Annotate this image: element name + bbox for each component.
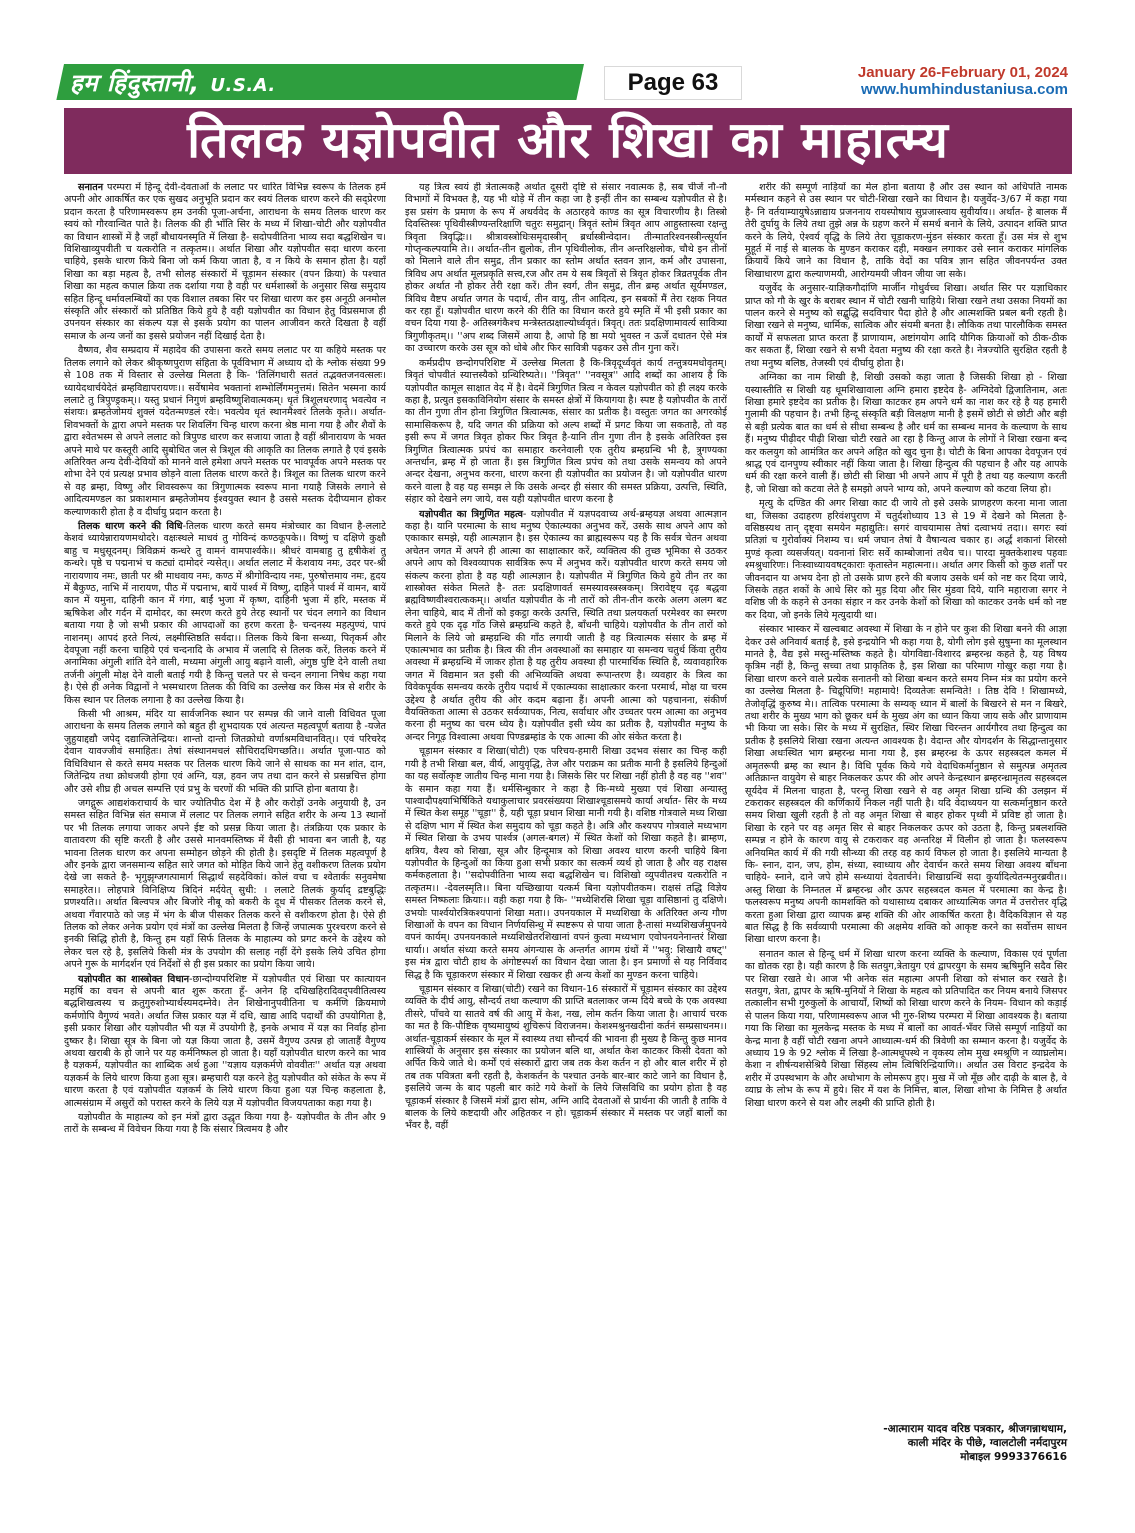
dateline: [858, 64, 1068, 98]
brand-logo: [70, 66, 276, 99]
paragraph: तिलक धारण करने की विधि-तिलक धारण करते समय मंत्रोच्चार का विधान है-ललाटे केशवं ध्यायेन्नारायणमथोदरे। वक्षःस्थले माधवं तु गोविन्दं कण्ठकूपके।। विष्णुं च दक्षिणे कुक्षौ बाहु च मधुसूदनम्। त्रिविक्रमं कन्धरे तु वामनं वामपार्श्वके।। श्रीधरं वामबाहु तु हृषीकेशं तु कन्धरे। पृष्ठे च पद्मनाभं च कट्यां दामोदरं न्यसेत्।। अर्थात ललाट में केशवाय नमः, उदर पर-श्री नारायणाय नमः, छाती पर श्री माधवाय नमः, कण्ठ में श्रीगोविन्दाय नमः, पुरुषोत्तमाय नमः, हृदय में बैकुण्ठ, नाभि में नारायण, पीठ में पद्मनाभ, बायें पार्श्व में विष्णु, दाहिने पार्श्व में वामन, बायें कान में यमुना, दाहिनी कान में गंगा, बाईं भुजा में कृष्ण, दाहिनी भुजा में हरि, मस्तक में ऋषिकेश और गर्दन में दामोदर, का स्मरण करते हुये तेरह स्थानों पर चंदन लगाने का विधान बताया गया है जो सभी प्रकार की आपदाओं का हरण करता है- चन्दनस्य महत्पुण्यं, पापं नाशनम्। आपदं हरते नित्यं, लक्ष्मीस्तिष्ठति सर्वदा।। तिलक किये बिना सन्ध्या, पितृकर्म और देवपूजा नहीं करना चाहिये एवं चन्दनादि के अभाव में जलादि से तिलक करें, तिलक करने में अनामिका अंगुली शांति देने वाली, मध्यमा अंगुली आयु बढ़ाने वाली, अंगुष्ठ पुष्टि देने वाली तथा तर्जनी अंगुली मोक्ष देने वाली बताई गयी है किन्तु चलते पर से चन्दन लगाना निषेध कहा गया है। ऐसे ही अनेक विद्वानों ने भस्मधारण तिलक की विधि का उल्लेख कर किस मंत्र से शरीर के किस स्थान पर तिलक लगाना है का उल्लेख किया है।: [64, 520, 386, 706]
paragraph: सनातन काल से हिन्दू धर्म में शिखा धारण करना व्यक्ति के कल्याण, विकास एवं पूर्णता का द्योतक रहा है। यही कारण है कि सतयुग,त्रेतायुग एवं द्वापरयुग के समय ऋषिमुनि सदैव सिर पर शिखा रखते थे। आज भी अनेक संत महात्मा अपनी शिखा को संभाल कर रखते है। सतयुग, त्रेता, द्वापर के ऋषि-मुनियों ने शिखा के महत्व को प्रतिपादित कर नियम बनाये जिसपर तत्कालीन सभी गुरुकुलों के आचार्यों, शिष्यों को शिखा धारण करने के नियम- विधान को कड़ाई से पालन किया गया, परिणामस्वरूप आज भी गुरु-शिष्य परम्परा में शिखा आवश्यक है। बताया गया कि शिखा का मूलकेन्द्र मस्तक के मध्य में बालों का आवर्त-भँवर जिसे सम्पूर्ण नाड़ियों का केन्द्र माना है वहीं चोटी रखना अपने आध्यात्म-धर्म की त्रिवेणी का सम्मान करना है। यजुर्वेद के अध्याय 19 के 92 श्लोक में लिखा है-आत्मधूपस्थे न वृकस्य लोम मुख श्मश्रूणि न व्याघ्रलोम। केशा न शीर्षन्यशसेश्रियै शिखा सिंहस्य लोम त्विषिरिन्द्रियाणि।। अर्थात उस विराट इन्द्रदेव के शरीर में उपस्थभाग के और अधोभाग के लोमरूप हुए। मुख में जो मूँछ और दाढ़ी के बाल है, वे व्याघ्र के लोभ के रूप में हुये। सिर में यश के निमित्त, बाल, शिखा शोभा के निमित्त है अर्थात शिखा धारण करने से यश और लक्ष्मी की प्राप्ति होती है।: [745, 948, 1067, 1109]
article-column-3: [745, 182, 1067, 1418]
subheading: यज्ञोपवीत का शास्त्रोक्त विधान: [78, 973, 190, 985]
paragraph: यजुर्वेद के अनुसार-याज्ञिकगौदांणि मार्जीन गोधुर्वच्च शिखा। अर्थात सिर पर यज्ञाधिकार प्राप्त को गौ के खुर के बराबर स्थान में चोटी रखनी चाहिये। शिखा रखने तथा उसका नियमों का पालन करने से मनुष्य को सद्बुद्धि सदविचार पैदा होते है और आत्मशक्ति प्रबल बनी रहती है। शिखा रखने से मनुष्य, धार्मिक, सात्विक और संयमी बनता है। लौकिक तथा पारलौकिक समस्त कार्यों में सफलता प्राप्त करता हैं प्राणायाम, अष्टांगयोग आदि यौगिक क्रियाओं को ठीक-ठीक कर सकता हैं, शिखा रखने से सभी देवता मनुष्य की रक्षा करते है। नेत्रज्योति सुरक्षित रहती है तथा मनुष्य बलिष्ठ, तेजस्वी एवं दीर्घायु होता है।: [745, 283, 1067, 369]
subheading: यज्ञोपवीत का त्रिगुणित महत्व: [419, 508, 523, 520]
article-title: तिलक यज्ञोपवीत और शिखा का माहात्म्य: [187, 111, 949, 169]
paragraph: सनातन परम्परा में हिन्दू देवी-देवताओं के ललाट पर धारित विभिन्न स्वरूप के तिलक हमें अपनी ओर आकर्षित कर एक सुखद अनुभूति प्रदान कर स्वयं तिलक धारण करने की सद्प्रेरणा प्रदान करता है परिणामस्वरूप हम उनकी पूजा-अर्चना, आराधना के समय तिलक धारण कर स्वयं को गौरवान्वित पाते है। तिलक की ही भाँति सिर के मध्य में शिखा-चोटी और यज्ञोपवीत का विधान शास्त्रों में है जहाँ बौधायनस्मृति में लिखा है- सदोपवीतिना भाव्य सदा बद्धशिखेन च। विशिखाव्युपवीती च यत्करोति न तत्कृतम।। अर्थात शिखा और यज्ञोपवीत सदा धारण करना चाहिये, इसके धारण किये बिना जो कर्म किया जाता है, व न किये के समान होता है। यहाँ शिखा का बड़ा महत्व है, तभी सोलह संस्कारों में चूड़ामन संस्कार (वपन क्रिया) के पश्चात शिखा का महत्व कपाल क्रिया तक दर्शाया गया है वही पर धर्मशास्त्रों के अनुसार सिख समुदाय सहित हिन्दू धर्मावलम्बियों का एक विशाल तबका सिर पर शिखा धारण कर इस अनूठी अनमोल संस्कृति और संस्कारों को प्रतिष्ठित किये हुये है वही यज्ञोपवीत का विधान हेतु विप्रसमाज ही उपनयन संस्कार का संकल्प यज्ञ से इसके प्रयोग का पालन आजीवन करते दिखता है वहीं समाज के अन्य जनों का इससे प्रयोजन नहीं दिखाई देता है।: [64, 182, 386, 342]
brand-suffix: U.S.A.: [210, 75, 276, 96]
paragraph: संस्कार भास्कर में खल्वबाट अवस्था में शिखा के न होने पर कुश की शिखा बनने की आज्ञा देकर उसे अनिवार्य बताई है, इसे इन्द्रयोनि भी कहा गया है, योगी लोग इसे सुषुम्ना का मूलस्थान मानते है, वैद्य इसे मस्तु-मस्तिष्क कहते है। योगविद्या-विशारद ब्रम्हरन्ध्र कहते है, यह विषय कृत्रिम नहीं है, किन्तु सच्चा तथा प्राकृतिक है, इस शिखा का परिमाण गोखुर कहा गया है। शिखा धारण करने वाले प्रत्येक सनातनी को शिखा बन्धन करते समय निम्न मंत्र का प्रयोग करने का उल्लेख मिलता है- चिद्रूपिणि! महामाये! दिव्यतेजः समन्विते! । तिष्ठ देवि ! शिखामध्ये, तेजोवृद्धिं कुरुष्व मे।। तात्विक परमात्मा के सम्यक् ध्यान में बालों के बिखरने से मन न बिखरे, तथा शरीर के मुख्य भाग को छूकर धर्म के मुख्य अंग का ध्यान किया जाय सके और प्राणायाम भी किया जा सके। सिर के मध्य में सुरक्षित, स्थिर शिखा चिरन्तन आर्यगौरव तथा हिन्दुत्व का प्रतीक है इसलिये शिखा रखना अत्यन्त आवश्यक है। वेदान्त और योगदर्शन के सिद्धान्तानुसार शिखा अधःस्थित भाग ब्रम्हरन्ध्र माना गया है, इस ब्रम्हरन्ध्र के ऊपर सहस्त्रदल कमल में अमृतरूपी ब्रम्ह का स्थान है। विधि पूर्वक किये गये वेदाधिकर्मानुष्ठान से समुत्पन्न अमृतत्व अतिक्रान्त वायुवेग से बाहर निकलकर ऊपर की ओर अपने केन्द्रस्थान ब्रम्हरन्ध्रामृतत्व सहस्त्रदल सूर्यदेव में मिलना चाहता है, परन्तु शिखा रखने से वह अमृत शिखा ग्रन्थि की उलझन में टकराकर सहस्त्रदल की कर्णिकायें निकल नहीं पाती है। यदि वेदाध्ययन या सत्कर्मानुष्ठान करते समय शिखा खुली रहती है तो वह अमृत शिखा से बाहर होकर पृथ्वी में प्रविष्ट हो जाता है। शिखा के रहने पर वह अमृत सिर से बाहर निकलकर ऊपर को उठता है, किन्तु प्रबलशक्ति सम्पन्न न होने के कारण वायु से टकराकर वह अन्तरिक्ष में विलीन हो जाता है। फलस्वरूप अनियमित कार्य में की गयी सौन्ध्या की तरह वह कार्य विफल हो जाता है। इसलिये मान्यता है कि- स्नान, दान, जप, होम, संध्या, स्वाध्याय और देवार्चन करते समय शिखा अवश्य बाँधना चाहिये- स्नाने, दाने जपे होमे सन्ध्यायां देवतार्चने। शिखाग्रन्थिं सदा कुर्यादित्येतन्मनुरब्रवीत।। अस्तु शिखा के निम्नतल में ब्रम्हरन्ध्र और ऊपर सहस्त्रदल कमल में परमात्मा का केन्द्र है। फलस्वरूप मनुष्य अपनी कामशक्ति को यथासाध्य दबाकर आध्यात्मिक जगत में उत्तरोत्तर वृद्धि करता हुआ शिखा द्वारा व्यापक ब्रम्ह शक्ति की ओर आकर्षित करता है। वैदिकविज्ञान से यह बात सिद्ध है कि सर्वव्यापी परमात्मा की अक्षमेय शक्ति को आकृष्ट करने का सर्वोत्तम साधन शिखा धारण करना है।: [745, 624, 1067, 946]
paragraph: किसी भी आश्रम, मंदिर या सार्वजनिक स्थान पर सम्पन्न की जाने वाली विधिवत पूजा आराधना के समय तिलक लगाने को बहुत ही शुभदायक एवं अत्यन्त महत्वपूर्ण बताया है -यजेत जुहुयाद्दद्यौ जपेद् दद्यात्जितेन्द्रियः। शान्तो दान्तो जितक्रोधो वर्णाश्रमविधानवित्।। एवं परिचरेद देवान यावज्जीवं समाहितः। तेषां संस्थानमचलं सौचिरादधिगच्छति।। अर्थात पूजा-पाठ को विधिविधान से करते समय मस्तक पर तिलक धारण किये जाने से साधक का मन शांत, दान, जितेन्द्रिय तथा क्रोधजयी होगा एवं अग्नि, यज्ञ, हवन जप तथा दान करने से प्रसन्नचित्त होगा और उसे शीघ्र ही अचल सम्पत्ति एवं प्रभु के चरणों की भक्ति की प्राप्ति होना बताया है।: [64, 709, 386, 795]
address-line: काली मंदिर के पीछे, ग्वालटोली नर्मदापुरम: [907, 1437, 1067, 1449]
author-signature: [745, 1422, 1067, 1464]
paragraph: कर्मप्रदीप छन्दोगपरिशिष्ट में उल्लेख मिलता है कि-त्रिवृदूर्ध्ववृतं कार्य तन्तुत्रयमधोवृतम्। त्रिवृतं चोपवीतं स्यात्तस्यैको ग्रन्थिरिष्यते।। ''त्रिवृत'' ''नवसूत्र'' आदि शब्दों का आशय है कि यज्ञोपवीत कामूल साक्षात वेद में है। वेदमें त्रिगुणित त्रित्व न केवल यज्ञोपवीत को ही लक्ष्य करके कहा है, प्रत्युत इसकाविनियोग संसार के समस्त क्षेत्रों में कियागया है। स्पष्ट है यज्ञोपवीत के तारों का तीन गुणा तीन होना त्रिगुणित त्रित्वात्मक, संसार का प्रतीक है। वस्तुतः जगत का अगरकोई सामासिकरूप है, यदि जगत की प्रक्रिया को अल्प शब्दों में प्रगट किया जा सकताहै, तो वह इसी रूप में जगत त्रिवृत होकर फिर त्रिवृत है-यानि तीन गुणा तीन है इसके अतिरिक्त इस त्रिगुणित त्रित्वात्मक प्रपंचं का समाहार करनेवाली एक तुरीय ब्रम्हग्रन्थि भी है, त्रुगण्यका अन्तर्धान, ब्रम्ह में हो जाता हैं। इस त्रिगुणित त्रित्व प्रपंच को तथा उसके समन्वय को अपने अन्दर देखना, अनुभव करना, धारण करना ही यज्ञोपवीत का प्रयोजन है। जो यज्ञोपवीत धारण करने वाला है वह यह समझ ले कि उसके अन्दर ही संसार की समस्त प्रक्रिया, उत्पत्ति, स्थिति, संहार को देखने लग जाये, वस यही यज्ञोपवीत धारण करना है: [405, 357, 727, 506]
paragraph: यज्ञोपवीत का शास्त्रोक्त विधान-छान्दोग्यपरिशिष्ट में यज्ञोपवीत एवं शिखा पर कात्यायन महर्षि का वचन से अपनी बात शुरू करता हूँ- अनेन हि दधिखहिरादिवद्पवीतित्वस्य बद्धशिखत्वस्य च क्रतुगुरुशोभ्यार्थस्यमदम्नेवे। तेन शिखेनानुपवीतिना च कर्मणि क्रियमाणे कर्मणोपि वैगुण्यं भवते। अर्थात जिस प्रकार यज्ञ में दधि, खाद्य आदि पदार्थों की उपयोगिता है, इसी प्रकार शिखा और यज्ञोपवीत भी यज्ञ में उपयोगी है, इनके अभाव में यज्ञ का निर्वाह होना दुष्कर है। शिखा सूत्र के बिना जो यज्ञ किया जाता है, उसमें वैगुण्य उत्पन्न हो जाताहैं वैगुण्य अथवा खराबी के हो जाने पर यह कर्मनिष्फल हो जाता है। यहाँ यज्ञोपवीत धारण करने का भाव है यज्ञकर्म, यज्ञोपवीत का शाब्दिक अर्थ हुआ ''यज्ञाय यज्ञकर्मणे वोववीतः'' अर्थात यज्ञ अथवा यज्ञकर्म के लिये धारण किया हुआ सूत्र। ब्रम्हचारी यज्ञ करने हेतु यज्ञोपवीत को संकेत के रूप में धारण करता है एवं यज्ञोपवीत यज्ञकर्म के लिये धारण किया हुआ यज्ञ चिन्ह कहलाता है, आत्मसंग्राम में असुरों को परास्त करने के लिये यज्ञ में यज्ञोपवीत विजयपताका कहा गया है।: [64, 973, 386, 1109]
paragraph: जगद्गुरू आद्यशंकराचार्य के चार ज्योतिपीठ देश में है और करोड़ों उनके अनुयायी है, उन समस्त सहित विभिन्न संत समाज में ललाट पर तिलक लगाने सहित शरीर के अन्य 13 स्थानों पर भी तिलक लगाया जाकर अपने ईष्ट को प्रसन्न किया जाता है। तंत्रक्रिया एक प्रकार के वातावरण की सृष्टि करती है और उससे मानवमस्तिष्क में वैसी ही भावना बन जाती है, यह भावना तिलक धारण कर अपना सम्मोहन छोड़ने की होती है। इसदृष्टि में तिलक महत्वपूर्ण है और इनके द्वारा जनसमान्य सहित सारे जगत को मोहित किये जाने हेतु वशीकरण तिलक प्रयोग देखे जा सकते है- भृगुझृग्जगत्पामार्ग सिद्धार्थं सहदेविकां। कोलं वचा च श्वेतार्कः सनुवमेषा समाहरेत।। लोहपात्रे विनिक्षिप्य त्रिदिनं मर्दयेत् सुधी: । ललाटे तिलकं कुर्याद् द्रष्टबुद्धिः प्रणश्यति।। अर्थात बिल्वपत्र और बिजोरे नीबू को बकरी के दूध में पीसकर तिलक करने से, अथवा गँवारपाठे को जड़ में भंग के बीज पीसकर तिलक करने से वशीकरण होता है। ऐसे ही तिलक को लेकर अनेक प्रयोग एवं मंत्रों का उल्लेख मिलता है जिन्हें जपात्मक पुरश्चरण करने से इनकी सिद्धि होती है, किन्तु हम यहाँ सिर्फ तिलक के माहात्म्य को प्रगट करने के उद्देश्य को लेकर चल रहे है, इसलिये किसी मंत्र के उपयोग की सलाह नहीं देंगे इसके लिये उचित होगा अपने गुरू के मार्गदर्शन एवं निर्देशों से ही इस प्रकार का प्रयोग किया जाये।: [64, 797, 386, 971]
paragraph: वैष्णव, शैव सम्प्रदाय में महादेव की उपासना करते समय ललाट पर या कहिये मस्तक पर तिलक लगाने को लेकर श्रीकृष्णपुराण संहिता के पूर्वविभाग में अध्याय दो के श्लोक संख्या 99 से 108 तक में विस्तार से उल्लेख मिलता है कि- 'तिलिंगधारी सततं तद्भक्तजनवत्सलः। ध्यायेदथार्चयेदेतं ब्रम्हविद्यापरायणः।। सर्वेषामेव भक्तानां शम्भोर्लिंगमनुत्तमं। सितेन भस्मना कार्य ललाटे तु त्रिपुण्ड्रकम्।। यस्तु प्रधानं निगुणं ब्रम्हविष्णुशिवात्मकम्। धृतं त्रिशूलधरणाद् भवत्येव न संशयः। ब्रम्हतेजोमयं शुक्लं यदेतन्मण्डलं रवेः। भवत्येव धृतं स्थानमैश्वरं तिलके कृते।। अर्थात- शिवभक्तों के द्वारा अपने मस्तक पर शिवलिंग चिन्ह धारण करना श्रेष्ठ माना गया है और शैवों के द्वारा श्वेतभस्म से अपने ललाट को त्रिपुण्ड धारण कर सजाया जाता है वहीं श्रीनारायण के भक्त अपने माथे पर कस्तूरी आदि सुबोधित जल से त्रिशूल की आकृति का तिलक लगाते है एवं इसके अतिरिक्त अन्य देवी-देवियों को मानने वाले हमेशा अपने मस्तक पर भावपूर्वक अपने मस्तक पर शोभा देने एवं प्रत्यक्ष प्रभाव छोड़ने वाला तिलक धारण करते है। त्रिशूल का तिलक धारण करने से वह ब्रम्हा, विष्णु और शिवस्वरूप का त्रिगुणात्मक स्वरूप माना गयाहै जिसके लगाने से आदित्यमण्डल का प्रकाशमान ब्रम्हतेजोमय ईश्वयुक्त स्थान है उससे मस्तक देदीप्यमान होकर कल्याणकारी होता है व दीर्घायु प्रदान करता है।: [64, 345, 386, 518]
masthead: [64, 64, 1072, 104]
paragraph: मृत्यु के दण्डित की अगर शिखा काट दी जाये तो इसे उसके प्राणहरण करना माना जाता था, जिसका उदाहरण हरिवंशपुराण में चतुर्दशोध्याय 13 से 19 में देखने को मिलता है-वसिष्ठस्यथ तान् दृष्ट्वा समयेन महाद्युतिः। सगरं वाचयामास तेषां दत्वाभयं तदा।। सगरः स्वां प्रतिज्ञां च गुरोर्वाक्यं निशम्य च। धर्म जघान तेषां वै वैषान्यत्व चकार ह। अर्द्धं शकानां शिरसो मुण्डं कृत्वा व्यसर्जयत्। यवनानां शिरः सर्वे काम्बोजानां तथैव च।। पारदा मुक्तकेशाश्च पहवाः श्मश्रुधारिणः। निःस्वाध्यायवषट्काराः कृतास्तेन महात्मना।। अर्थात अगर किसी को कुछ शर्तों पर जीवनदान या अभय देना हो तो उसके प्राण हरने की बजाय उसके धर्म को नष्ट कर दिया जाये, जिसके तहत शकों के आधे सिर को मुड़ दिया और सिर मुंडवा दिये, यानि महाराजा सगर ने वशिष्ठ जी के कहने से उनका संहार न कर उनके केशों को शिखा को काटकर उनके धर्म को नष्ट कर दिया, जो इनके लिये मृत्युदायी था।: [745, 498, 1067, 621]
paragraph: चूड़ामन संस्कार व शिखा(चोटी) एक परिचय-हमारी शिखा उदभव संसार का चिन्ह कही गयी है तभी शिखा बल, वीर्य, आयुवृद्धि, तेज और पराक्रम का प्रतीक मानी है इसलिये हिन्दुओं का यह सर्वोत्कृष्ट जातीय चिन्ह माना गया है। जिसके सिर पर शिखा नहीं होती है वह वह ''शव'' के समान कहा गया हैं। धर्मसिन्धुकार ने कहा है कि-मध्ये मुख्या एवं शिखा अन्यास्तु पाश्वादौपक्ष्याभिर्षिकिते यथाकुलाचार प्रवरसंख्यया शिखाश्चूडासमये कार्या अर्थात- सिर के मध्य में स्थित केश समूह ''चूड़ा'' है, यही चूड़ा प्रधान शिखा मानी गयी है। वशिष्ठ गोत्रवाले मध्य शिखा से दक्षिण भाग में स्थित केश समुदाय को चूड़ा कहते है। अत्रि और कश्यपप गोत्रवाले मध्यभाग में स्थित शिखा के उभय पार्श्वत्र (अगल-बगल) में स्थित केशों को शिखा कहते है। ब्राम्हण, क्षत्रिय, वैश्य को शिखा, सूत्र और हिन्दूमात्र को शिखा अवश्य धारण करनी चाहिये बिना यज्ञोपवीत के हिन्दुओं का किया हुआ सभी प्रकार का सत्कर्म व्यर्थ हो जाता है और वह राक्षस कर्मकहलाता है। ''सदोपवीतिना भाव्य सदा बद्धशिखेन च। विशिखो व्युपवीतश्च यत्करोति न तत्कृतम।। -देवलस्मृति।। बिना यच्छिखाया यत्कर्म बिना यज्ञोपवीतकम। राक्षसं तद्धि विज्ञेय समस्त निष्फलाः क्रियाः।। वही कहा गया है कि- ''मध्येशिरसि शिखा चूड़ा वासिष्ठानां तु दक्षिणे। उभयोः पार्श्वयोरत्रिकश्यपानां शिखा मता।। उपनयकाल में मध्यशिखा के अतिरिक्त अन्य गौण शिखाओं के वपन का विधान निर्णयसिन्धु में स्पष्टरूप से पाया जाता है-तासां मध्यशिखर्जमुपनये वपनं कार्यम्। उपनयनकाले मध्यशिखेतरशिखानां वपनं कुत्वा मध्यभाग एवोपनयनेनान्तरं शिखा धार्या।। अर्थात संध्या करते समय अंगन्यास के अन्तर्गत आगम ग्रंथों में ''भवु: शिखायै वषट्'' इस मंत्र द्वारा चोटी हाथ के अंगोष्टस्पर्श का विधान देखा जाता है। इन प्रमाणों से यह निर्विवाद सिद्ध है कि चूड़ाकरण संस्कार में शिखा रखकर ही अन्य केशों का मुण्डन करना चाहिये।: [405, 746, 727, 981]
brand-name: हम हिंदुस्तानी,: [70, 69, 200, 97]
paragraph: यज्ञोपवीत के माहात्म्य को इन मंत्रों द्वारा उद्धृत किया गया है- यज्ञोपवीत के तीन और 9 तारों के सम्बन्ध में विवेचन किया गया है कि संसार त्रित्वमय है और: [64, 1112, 386, 1136]
title-band: [64, 108, 1072, 174]
subheading: तिलक धारण करने की विधि: [78, 520, 183, 532]
paragraph: अग्निका का नाम शिखी है, शिखी उसको कहा जाता है जिसकी शिखा हो - शिखा यस्यास्तीति स शिखी यह धूमशिखावाला अग्नि हमारा इष्टदेव है- अग्निदेवो द्विजातिनाम, अतः शिखा हमारे इष्टदेव का प्रतीक है। शिखा काटकर हम अपने धर्म का नाश कर रहे है यह हमारी गुलामी की पहचान है। तभी हिन्दू संस्कृति बड़ी विलक्षण मानी है इसमें छोटी से छोटी और बड़ी से बड़ी प्रत्येक बात का धर्म से सीधा सम्बन्ध है और धर्म का सम्बन्ध मानव के कल्याण के साथ हैं। मनुष्य पीढ़ीदर पीढ़ी शिखा चोटी रखते आ रहा है किन्तु आज के लोगों ने शिखा रखना बन्द कर कलयुग को आमंत्रित कर अपने अहित को खुद चुना है। चोटी के बिना आपका देवपूजन एवं श्राद्ध एवं दानपुण्य स्वीकार नहीं किया जाता है। शिखा हिन्दुत्व की पहचान है और यह आपके धर्म की रक्षा करने वाली हैं। छोटी सी शिखा भी अपने आप में पूरी है तथा यह कल्याण करती है, जो शिखा को कटवा लेते है समझो अपने भाग्य को, अपने कल्याण को कटवा लिया हो।: [745, 372, 1067, 495]
paragraph: यज्ञोपवीत का त्रिगुणित महत्व- यज्ञोपवीत में यज्ञपदवाच्य अर्थ-ब्रम्हयज्ञ अथवा आत्मज्ञान कहा है। यानि परमात्मा के साथ मनुष्य ऐकात्म्यका अनुभव करें, उसके साथ अपने आप को एकाकार समझे, यही आत्मज्ञान है। इस ऐकात्म्य का ब्राह्मस्वरूप यह है कि सर्वत्र चेतन अथवा अचेतन जगत में अपने ही आत्मा का साक्षात्कार करें, व्यक्तित्व की तुच्छ भूमिका से उठकर अपने आप को विश्वव्यापक सार्वत्रिक रूप में अनुभव करें। यज्ञोपवीत धारण करते समय जो संकल्प करना होता है वह यही आत्मज्ञान है। यज्ञोपवीत में त्रिगुणित किये हुये तीन तर का शास्त्रोक्त संकेत मिलते है- ततः प्रदक्षिणावर्त समस्यावस्त्रस्त्रकम्। त्रिरावेष्ट्य दृढ़ बद्धवा ब्रह्मविष्णवीश्वरात्ककम्।। अर्थात यज्ञोपवीत के नौ तारों को तीन-तीन करके अलग अलग बट लेना चाहिये, बाद में तीनों को इकट्ठा करके उत्पत्ति, स्थिति तथा प्रलयकर्ता परमेश्वर का स्मरण करते हुये एक दृढ़ गाँठ जिसे ब्रम्हग्रन्थि कहते है, बाँधनी चाहिये। यज्ञोपवीत के तीन तारों को मिलाने के लिये जो ब्रम्हग्रन्थि की गाँठ लगायी जाती है वह त्रित्वात्मक संसार के ब्रम्ह में एकात्मभाव का प्रतीक है। त्रित्व की तीन अवस्थाओं का समाहार या समन्वय चतुर्थ किंवा तुरीय अवस्था में ब्रम्हग्रन्थि में जाकर होता है यह तुरीय अवस्था ही पारमार्थिक स्थिति है, व्यवावहारिक जगत में विद्यमान त्रत इसी की अभिव्यक्ति अथवा रूपान्तरण है। व्यवहार के त्रित्व का विवेकपूर्वक समन्वय करके तुरीय पदार्थ में एकात्म्यका साक्षात्कार करना परमार्थ, मोक्ष या चरम उद्देश्य है अर्थात तुरीय की ओर कदम बढ़ाना हैं। अपनी आत्मा को पहचानना, संकीर्ण वैयक्तिकता आत्मा से उठकर सर्वव्यापक, नित्य, सर्वाधार और उच्चतर परम आत्मा का अनुभव करना ही मनुष्य का चरम ध्येय है। यज्ञोपवीत इसी ध्येय का प्रतीक है, यज्ञोपवीत मनुष्य के अन्दर निगूढ़ विश्वात्मा अथवा पिण्डब्रम्हांड के एक आत्मा की ओर संकेत करता है।: [405, 508, 727, 743]
article-column-1: [64, 182, 386, 1512]
website-url[interactable]: www.humhindustaniusa.com: [861, 81, 1068, 98]
page-number: Page 63: [604, 66, 742, 100]
paragraph: शरीर की सम्पूर्ण नाड़ियों का मेल होना बताया है और उस स्थान को अधिपति नामक मर्मस्थान कहने से उस स्थान पर चोटी-शिखा रखने का विधान है। यजुर्वेद-3/67 में कहा गया है- नि वर्तयाम्यायुषेऽन्नाद्याय प्रजननाय रायस्पोषाय सुप्रजास्त्वाय सुवीर्याय।। अर्थात- हे बालक मैं तेरी दुर्घायु के लिये तथा तुझे अन्न के ग्रहण करने में समर्थ बनाने के लिये, उत्पादन शक्ति प्राप्त करने के लिये, ऐश्वर्य वृद्धि के लिये तेरा चूड़ाकरण-मुंडन संस्कार करता हूँ। उस मंत्र से शुभ मुहूर्त में नाई से बालक के मुण्डन कराकर दही, मक्खन लगाकर उसे स्नान कराकर मांगलिक क्रियायें किये जाने का विधान है, ताकि वेदों का पवित्र ज्ञान सहित जीवनपर्यन्त उक्त शिखाधारण द्वारा कल्याणमयी, आरोग्यमयी जीवन जीया जा सके।: [745, 182, 1067, 280]
author-line: -आत्माराम यादव वरिष्ठ पत्रकार, श्रीजगन्नाथधाम,: [883, 1423, 1067, 1435]
issue-date: January 26-February 01, 2024: [857, 64, 1068, 81]
paragraph: यह त्रित्व स्वयं ही त्रेतात्मकहै अर्थात दूसरी दृष्टि से संसार नवात्मक है, सब चीजें नौ-नौ विभागों में विभक्त है, यह भी थोड़े में तीन कहा जा है इन्हीं तीन का सम्बन्ध यज्ञोपवीत से है। इस प्रसंग के प्रमाण के रूप में अथर्ववेद के अठारहवे काण्ड का सूत्र विचारणीय है। तिस्त्रो दिवस्तिस्त्रः पृथिवीस्त्रीण्यन्तरिक्षाणि चतुरः समुद्रान्। त्रिवृतं स्तोमं त्रिवृत आप आहुस्तास्त्वा रक्षन्तु त्रिवृता त्रिवृद्भिः।। श्रीत्रावस्त्रोधिःसमृदास्त्रीन् ब्रर्धास्त्रीन्वेदान। तीन्मातरिश्वनस्त्रीन्त्सूर्यान गोप्तृन्कल्पयामि ते।। अर्थात-तीन द्युलोक, तीन पृथिवीलोक, तीन अन्तरिक्षलोक, चौथे इन तीनों को मिलाने वाले तीन समुद्र, तीन प्रकार का स्तोम अर्थात स्तवन ज्ञान, कर्म और उपासना, त्रिविध अप अर्थात मूलप्रकृति सत्त्व,रज और तम ये सब त्रिवृतों से त्रिवृत होकर त्रिव्रतपूर्वक तीन होकर अर्थात नौ होकर तेरी रक्षा करें। तीन स्वर्ग, तीन समुद्र, तीन ब्रम्ह अर्थात सूर्यमण्डल, त्रिविध वैष्टप अर्थात जगत के पदार्थ, तीन वायु, तीन आदित्य, इन सबकों मैं तेरा रक्षक नियत कर रहा हूँ। यज्ञोपवीत धारण करने की रीति का विधान करते हुये स्मृति में भी इसी प्रकार का वचन दिया गया है- अतिस्त्रगंकैश्च मन्त्रेस्तत्प्रक्षाल्योर्ध्ववृतं। त्रिवृत्। ततः प्रदक्षिणामावर्त्य सावित्र्या त्रिगुणीकृतम्।। ''अप शब्द जिसमें आया है, आपो हि ष्ठा मयो भुवस्त न ऊर्जे दधातन ऐसे मंत्र का उच्चारण करके उस सूत्र को धोबे और फिर सावित्री पढ़कर उसे तीन गुना करें।: [405, 182, 727, 355]
article-column-2: [405, 182, 727, 1512]
lead-word: सनातन: [78, 182, 104, 193]
phone-line: मोबाइल 9993376616: [960, 1451, 1067, 1463]
paragraph: चूड़ामन संस्कार व शिखा(चोटी) रखने का विधान-16 संस्कारों में चूड़ामन संस्कार का उद्देश्य व्यक्ति के दीर्घ आयु, सौन्दर्य तथा कल्याण की प्राप्ति बतलाकर जन्म दिये बच्चे के एक अवस्था तीसरे, पाँचवे या सातवे वर्ष की आयु में केश, नख, लोम कर्तन किया जाता है। आचार्य चरक का मत है कि-पौष्टिक वृष्यमायुष्यं शुचिरूपं विराजनम। केशश्मश्रुनखदीनां कर्तनं सम्प्रसाधनम।। अर्थात-चूड़ाकर्म संस्कार के मूल में स्वास्थ्य तथा सौन्दर्य की भावना ही मुख्य है किन्तु कुछ मानव शास्त्रियों के अनुसार इस संस्कार का प्रयोजन बलि था, अर्थात केश काटकर किसी देवता को अर्पित किये जाते थे। कर्मों एवं संस्कारों द्वारा जब तक केश कर्तन न हो और बाल शरीर में हो तब तक पवित्रता बनी रहती है, केशकर्तन के पश्चात उनके बार-बार काटे जाने का विधान है, इसलिये जन्म के बाद पहली बार कांटे गये केशों के लिये जिसविधि का प्रयोग होता है वह चूड़ाकर्म संस्कार है जिसमें मंत्रों द्वारा सोम, अग्नि आदि देवताओं से प्रार्थना की जाती है ताकि वे बालक के लिये कष्टदायी और अहितकर न हो। चूड़ाकर्म संस्कार में मस्तक पर जहाँ बालों का भँवर है, वहीं: [405, 984, 727, 1132]
